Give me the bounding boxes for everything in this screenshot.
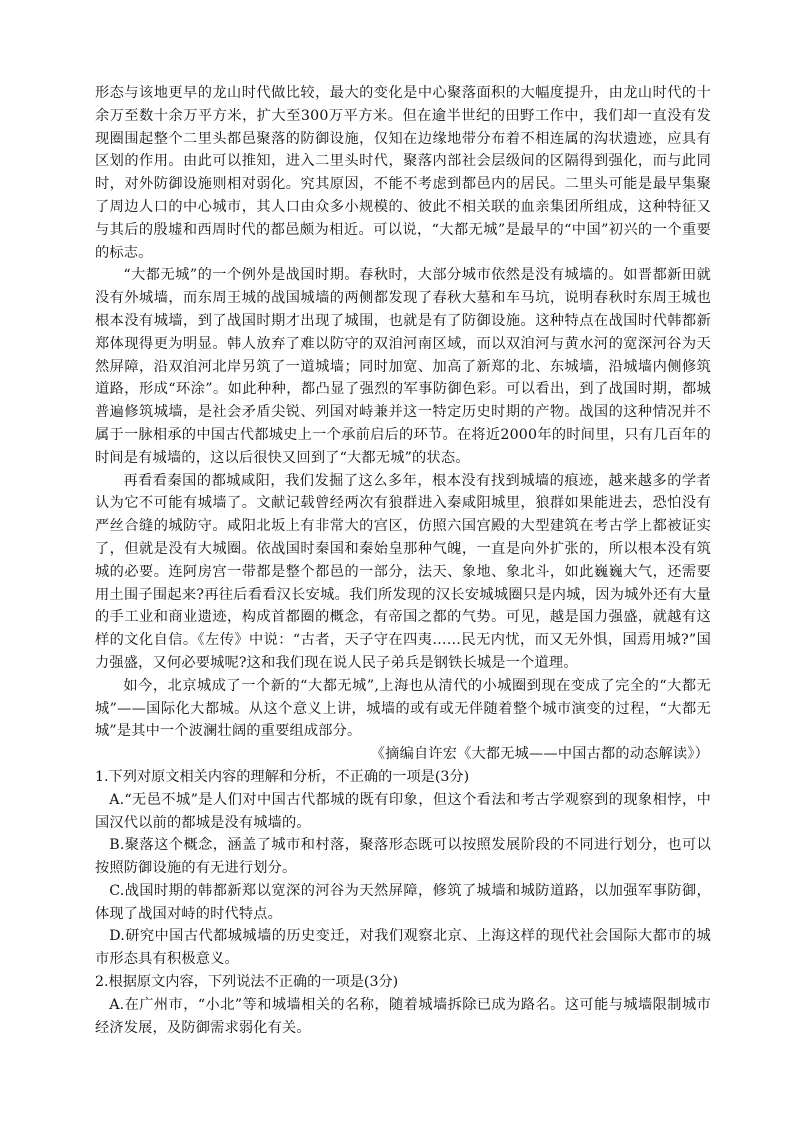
question-2 [95, 971, 711, 1039]
question-1-option-c: C.战国时期的韩都新郑以宽深的河谷为天然屏障，修筑了城墙和城防道路，以加强军事防御，体现了战国对峙的时代特点。 [95, 882, 711, 922]
question-1-option-d: D.研究中国古代都城城墙的历史变迁，对我们观察北京、上海这样的现代社会国际大都市的城市形态具有积极意义。 [95, 928, 711, 968]
article-paragraph-4: 如今，北京城成了一个新的“大都无城”,上海也从清代的小城圈到现在变成了完全的“大都无城”——国际化大都城。从这个意义上讲，城墙的或有或无伴随着整个城市演变的过程，“大都无城”是其中一个波澜壮阔的重要组成部分。 [95, 677, 711, 740]
question-1-option-b: B.聚落这个概念，涵盖了城市和村落，聚落形态既可以按照发展阶段的不同进行划分，也可以按照防御设施的有无进行划分。 [95, 837, 711, 877]
question-2-stem: 2.根据原文内容，下列说法不正确的一项是(3分) [95, 974, 399, 991]
question-1-option-a: A.“无邑不城”是人们对中国古代都城的既有印象，但这个看法和考古学观察到的现象相悖，中国汉代以前的都城是没有城墙的。 [95, 791, 711, 831]
article-source: 《摘编自许宏《大都无城——中国古都的动态解读》） [370, 746, 709, 763]
article-paragraph-1: 形态与该地更早的龙山时代做比较，最大的变化是中心聚落面积的大幅度提升，由龙山时代的十余万至数十余万平方米，扩大至300万平方米。但在逾半世纪的田野工作中，我们却一直没有发现圈围起整个二里头都邑聚落的防御设施，仅知在边缘地带分布着不相连属的沟状遗迹，应具有区划的作用。由此可以推知，进入二里头时代，聚落内部社会层级间的区隔得到强化，而与此同时，对外防御设施则相对弱化。究其原因，不能不考虑到都邑内的居民。二里头可能是最早集聚了周边人口的中心城市，其人口由众多小规模的、彼此不相关联的血亲集团所组成，这种特征又与其后的殷墟和西周时代的都邑颇为相近。可以说，“大都无城”是最早的“中国”初兴的一个重要的标志。 [95, 85, 711, 261]
article-paragraph-2: “大都无城”的一个例外是战国时期。春秋时，大部分城市依然是没有城墙的。如晋都新田就没有外城墙，而东周王城的战国城墙的两侧都发现了春秋大墓和车马坑，说明春秋时东周王城也根本没有城墙，到了战国时期才出现了城围，也就是有了防御设施。这种特点在战国时代韩都新郑体现得更为明显。韩人放弃了难以防守的双洎河南区域，而以双洎河与黄水河的宽深河谷为天然屏障，沿双洎河北岸另筑了一道城墙；同时加宽、加高了新郑的北、东城墙，沿城墙内侧修筑道路，形成“环涂”。如此种种，都凸显了强烈的军事防御色彩。可以看出，到了战国时期，都城普遍修筑城墙，是社会矛盾尖锐、列国对峙兼并这一特定历史时期的产物。战国的这种情况并不属于一脉相承的中国古代都城史上一个承前启后的环节。在将近2000年的时间里，只有几百年的时间是有城墙的，这以后很快又回到了“大都无城”的状态。 [95, 267, 711, 466]
question-2-option-a: A.在广州市，“小北”等和城墙相关的名称，随着城墙拆除已成为路名。这可能与城墙限制城市经济发展，及防御需求弱化有关。 [95, 996, 711, 1036]
article-paragraph-3: 再看看秦国的都城咸阳，我们发掘了这么多年，根本没有找到城墙的痕迹，越来越多的学者认为它不可能有城墙了。文献记载曾经两次有狼群进入秦咸阳城里，狼群如果能进去，恐怕没有严丝合缝的城防守。咸阳北坂上有非常大的宫区，仿照六国宫殿的大型建筑在考古学上都被证实了，但就是没有大城圈。依战国时秦国和秦始皇那种气魄，一直是向外扩张的，所以根本没有筑城的必要。连阿房宫一带都是整个都邑的一部分，法天、象地、象北斗，如此巍巍大气，还需要用土围子围起来?再往后看看汉长安城。我们所发现的汉长安城城圈只是内城，因为城外还有大量的手工业和商业遗迹，构成首都圈的概念，有帝国之都的气势。可见，越是国力强盛，就越有这样的文化自信。《左传》中说：“古者，天子守在四夷……民无内忧，而又无外惧，国焉用城?”国力强盛，又何必要城呢?这和我们现在说人民子弟兵是钢铁长城是一个道理。 [95, 472, 711, 671]
exam-page [95, 82, 711, 1039]
question-1-stem: 1.下列对原文相关内容的理解和分析，不正确的一项是(3分) [95, 768, 470, 785]
question-1 [95, 766, 711, 971]
